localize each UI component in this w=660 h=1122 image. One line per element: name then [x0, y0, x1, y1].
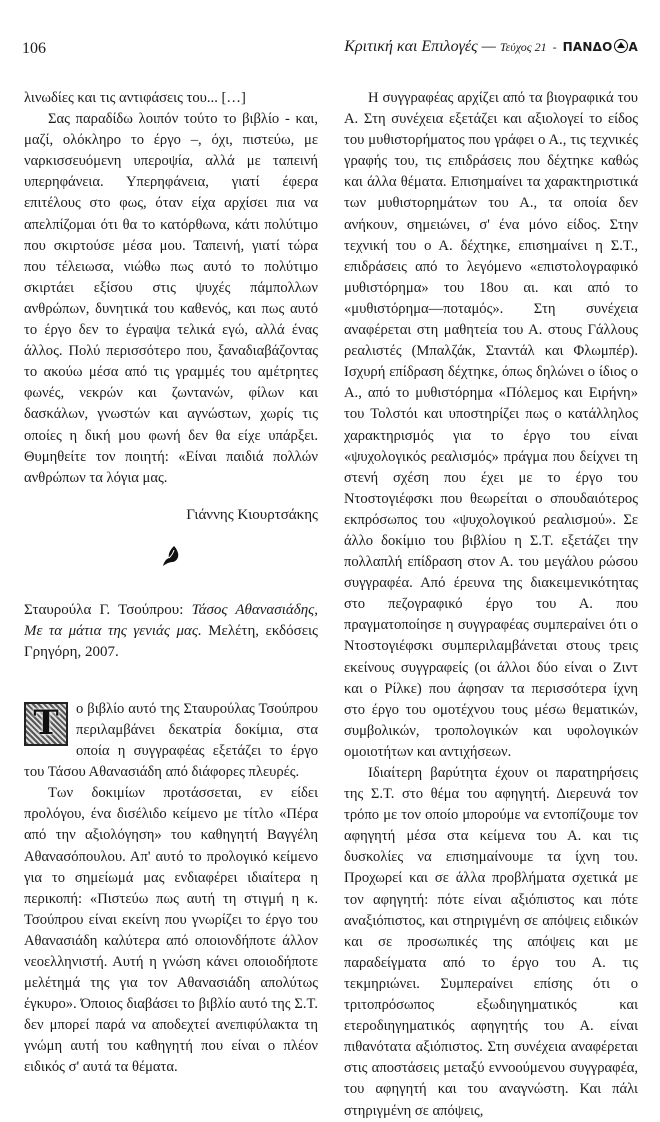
right-column	[344, 88, 638, 1122]
review-text: ο βιβλίο αυτό της Σταυρούλας Τσούπρου περιλαμβάνει δεκατρία δοκίμια, στα οποία η συγγραφέας εξετάζει το έργο του Τάσου Αθανασιάδη από διάφορες πλευρές.	[24, 700, 318, 781]
leaf-ornament-svg	[160, 544, 182, 568]
dropcap-icon	[24, 702, 68, 746]
book-details: Μελέτη, εκδόσεις Γρηγόρη, 2007.	[24, 622, 318, 660]
page-number: 106	[22, 40, 46, 57]
leaf-ornament-icon	[24, 544, 318, 574]
running-head	[344, 38, 638, 56]
paragraph: Των δοκιμίων προτάσσεται, εν είδει προλόγου, ένα δισέλιδο κείμενο με τίτλο «Πέρα από την αξιολόγηση» του καθηγητή Βαγγέλη Αθανασόπουλου. Απ' αυτό το προλογικό κείμενο για το σημείωμά μας ενδιαφέρει ιδιαίτερα η περικοπή: «Πιστεύω πως αυτή τη στιγμή η κ. Τσούπρου είναι εκείνη που γνωρίζει το έργο του Αθανασιάδη καλύτερα από οποιονδήποτε άλλον νεοελληνιστή. Αυτή η γνώση κάνει οποιοδήποτε μελέτημά της για τον Αθανασιάδη απολύτως έγκυρο». Όποιος διαβάσει το βιβλίο αυτό της Σ.Τ. δεν μπορεί παρά να αποδεχτεί ανεπιφύλακτα τη γνώμη αυτή του καθηγητή που είναι ο πλέον ειδικός σ' αυτά τα θέματα.	[24, 785, 318, 1076]
logo-text-left: ΠΑΝΔΟ	[562, 40, 613, 54]
em-dash: —	[481, 38, 496, 55]
paragraph: Σας παραδίδω λοιπόν τούτο το βιβλίο - και, μαζί, ολόκληρο το έργο –, όχι, πιστεύω, με ναρκισσευόμενη υπεροψία, αλλά με ταπεινή υπερηφάνεια. Υπερηφάνεια, γιατί έφερα επιτέλους στο φως, όταν είχα αρχίσει πια να απελπίζομαι ότι θα το κατόρθωνα, κάτι πολύτιμο που σκιρτούσε μέσα μου. Ταπεινή, γιατί τώρα που τέλειωσα, νιώθω πως αυτό το πολύτιμο σκιρτάει εξίσου στις ψυχές πάμπολλων ανθρώπων, δυνητικά του καθενός, και πως αυτό το έργο δεν το έγραψα τελικά εγώ, αλλά ένας άλλος. Πολύ περισσότερο που, ξαναδιαβάζοντας το ακούω μέσα από τις γραμμές του αμέτρητες φωνές, νεκρών και ζωντανών, φίλων και δασκάλων, γνωστών και αγνώστων, χωρίς τις οποίες η δική μου φωνή δεν θα είχε υπάρξει. Θυμηθείτε τον ποιητή: «Είναι παιδιά πολλών ανθρώπων τα λόγια μας.	[24, 111, 318, 486]
issue-number: Τεύχος 21	[499, 39, 547, 54]
left-column	[24, 88, 318, 1079]
logo-text-right: Α	[628, 40, 638, 54]
paragraph-continued: λινωδίες και τις αντιφάσεις του... […]	[24, 90, 246, 106]
pandora-logo-circle-icon	[614, 39, 628, 53]
signature: Γιάννης Κιουρτσάκης	[186, 506, 318, 523]
journal-title: Κριτική και Επιλογές	[344, 38, 478, 55]
review-paragraph	[24, 699, 318, 783]
paragraph: Ιδιαίτερη βαρύτητα έχουν οι παρατηρήσεις της Σ.Τ. στο θέμα του αφηγητή. Διερευνά τον τρόπο με τον οποίο μπορούμε να εντοπίζουμε τον αφηγητή μέσα στα κείμενα του Α. και τις δυσκολίες να επισημαίνουμε τα ίχνη του. Προχωρεί και σε άλλα προβλήματα σχετικά με τον αφηγητή: πότε είναι αξιόπιστος και πότε αναξιόπιστος, και στηριγμένη σε απόψεις ειδικών και σε προσωπικές της απόψεις και με παραδείγματα από το έργο του Α. τις τεκμηριώνει. Συμπεραίνει επίσης ότι ο τριτοπρόσωπος εξωδιηγηματικός και ετεροδιηγηματικός αφηγητής του Α. είναι πιθανότατα αξιόπιστος. Στη συνέχεια αναφέρεται στις αποστάσεις μεταξύ εννοούμενου συγγραφέα, του αφηγητή και του αναγνώστη. Και πάλι στηριγμένη σε απόψεις,	[344, 765, 638, 1119]
paragraph: Η συγγραφέας αρχίζει από τα βιογραφικά του Α. Στη συνέχεια εξετάζει και αξιολογεί το είδος του μυθιστορήματος που γράφει ο Α., τις τεχνικές γραφής του, τις επιδράσεις που δέχτηκε καθώς και άλλα θέματα. Επισημαίνει τα χαρακτηριστικά των μυθιστορημάτων του Α., τα οποία δεν ανήκουν, σημειώνει, σ' ένα μόνο είδος. Στην τεχνική του ο Α. δέχτηκε, επισημαίνει η Σ.Τ., επιδράσεις από το λεγόμενο «επιστολογραφικό μυθιστόρημα» του 18ου αι. και από το «μυθιστόρημα—ποταμός». Στη συνέχεια αναφέρεται στη μαθητεία του Α. στους Γάλλους ρεαλιστές (Μπαλζάκ, Σταντάλ και Φλωμπέρ). Ισχυρή επίδραση δέχτηκε, όπως δηλώνει ο ίδιος ο Α., από το μυθιστόρημα «Πόλεμος και Ειρήνη» του Τολστόι και υποστηρίζει πως ο κατάλληλος χαρακτηρισμός για το έργο του είναι «ψυχολογικός ρεαλισμός» πράγμα που δείχνει τη στενή σχέση που έχει με το έργο του Ντοστογιέφσκι που θεωρείται ο σπουδαιότερος εκπρόσωπος του «ψυχολογικού ρεαλισμού». Σε άλλο δοκίμιο του βιβλίου η Σ.Τ. εξετάζει την πολλαπλή επίδραση στον Α. του μεγάλου ρώσου συγγραφέα. Από έρευνα της διακειμενικότητας στο πεζογραφικό έργο του Α. που πραγματοποίησε η συγγραφέας συμπεραίνει ότι ο Ντοστογιέφσκι συμπεριλαμβάνεται στους τρεις εκείνους συγγραφείς (οι άλλοι δύο είναι ο Ζιντ και ο Ρίλκε) που άφησαν τα περισσότερα ίχνη στο έργο του ομοτέχνου τους μέσω θεματικών, συμβολικών, τροπολογικών και υφολογικών ομοιοτήτων και αντιχήσεων.	[344, 90, 638, 760]
pandora-logo	[563, 40, 638, 54]
book-reference	[24, 600, 318, 663]
separator: -	[552, 39, 557, 54]
book-author: Σταυρούλα Γ. Τσούπρου:	[24, 601, 192, 618]
book-title: Τάσος Αθανασιάδης, Με τα μάτια της γενιάς μας.	[24, 601, 318, 639]
dropcap-letter: Τ	[33, 703, 59, 744]
